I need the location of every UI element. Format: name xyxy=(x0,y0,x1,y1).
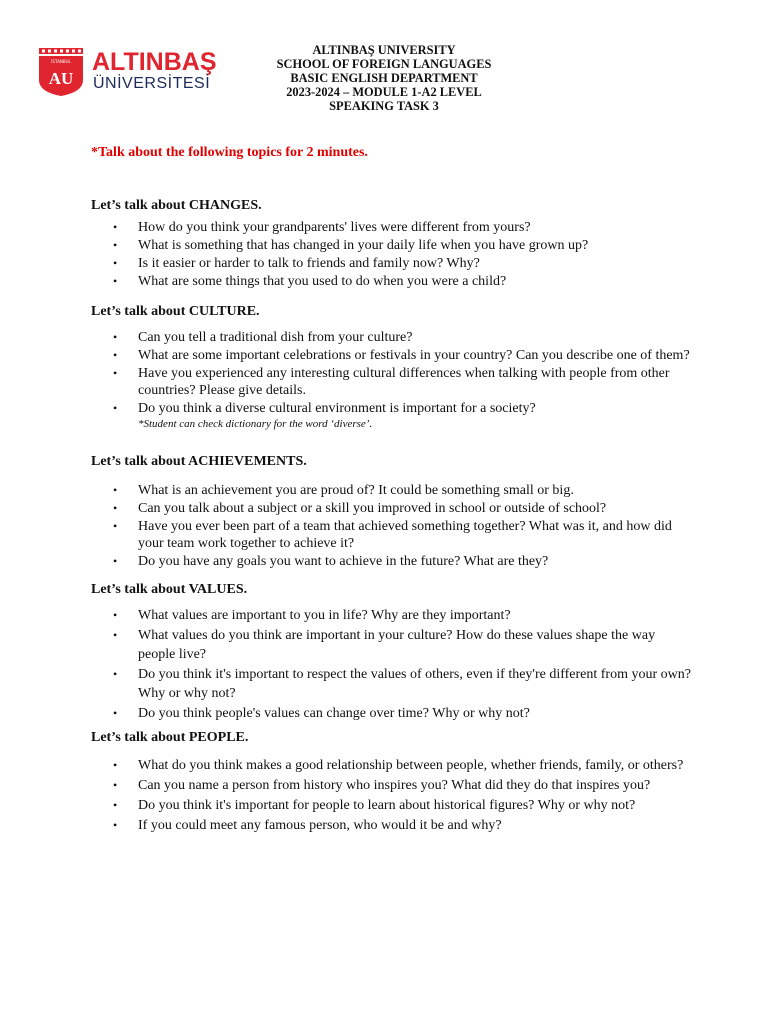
bullet-icon: • xyxy=(113,628,118,642)
bullet-icon: • xyxy=(113,220,118,234)
header-department: BASIC ENGLISH DEPARTMENT xyxy=(290,71,478,85)
section-heading: Let’s talk about VALUES. xyxy=(91,582,248,597)
document-header xyxy=(258,43,510,113)
bullet-icon: • xyxy=(113,401,118,415)
list-item: • What values are important to you in life? Why are they important? xyxy=(113,608,511,623)
question-list xyxy=(91,329,691,417)
svg-text:İSTANBUL: İSTANBUL xyxy=(51,59,71,64)
question-list xyxy=(91,219,691,290)
list-item: • Do you think people's values can change over time? Why or why not? xyxy=(113,706,530,721)
question-list xyxy=(91,606,691,723)
list-item: • Do you think it's important to respect the values of others, even if they're different from your own? Why or why not? xyxy=(113,667,691,701)
list-item: • Do you think a diverse cultural environment is important for a society? xyxy=(113,401,536,416)
bullet-icon: • xyxy=(113,778,118,792)
section-achievements xyxy=(91,454,691,571)
question-list xyxy=(91,756,691,835)
list-item: • Have you ever been part of a team that achieved something together? What was it, and how did your team work together to achieve it? xyxy=(113,519,672,551)
bullet-icon: • xyxy=(113,608,118,622)
university-logo xyxy=(36,46,256,98)
section-heading: Let’s talk about PEOPLE. xyxy=(91,730,249,745)
bullet-icon: • xyxy=(113,366,118,380)
svg-text:ALTINBAŞ: ALTINBAŞ xyxy=(92,48,217,76)
bullet-icon: • xyxy=(113,501,118,515)
section-changes xyxy=(91,198,691,291)
question-list xyxy=(91,482,691,570)
list-item: • What is something that has changed in your daily life when you have grown up? xyxy=(113,238,589,253)
bullet-icon: • xyxy=(113,256,118,270)
svg-text:ÜNİVERSİTESİ: ÜNİVERSİTESİ xyxy=(93,75,211,92)
bullet-icon: • xyxy=(113,238,118,252)
list-item: • Have you experienced any interesting cultural differences when talking with people from other countries? Please give details. xyxy=(113,366,670,398)
header-school: SCHOOL OF FOREIGN LANGUAGES xyxy=(276,57,492,71)
bullet-icon: • xyxy=(113,274,118,288)
list-item: • Do you have any goals you want to achieve in the future? What are they? xyxy=(113,554,549,569)
bullet-icon: • xyxy=(113,519,118,533)
section-values xyxy=(91,582,691,724)
list-item: • What do you think makes a good relationship between people, whether friends, family, or others? xyxy=(113,758,684,773)
bullet-icon: • xyxy=(113,798,118,812)
section-heading: Let’s talk about CHANGES. xyxy=(91,198,262,213)
list-item: • What values do you think are important in your culture? How do these values shape the way people live? xyxy=(113,628,656,662)
list-item: • Can you name a person from history who inspires you? What did they do that inspires you? xyxy=(113,778,651,793)
bullet-icon: • xyxy=(113,330,118,344)
section-people xyxy=(91,730,691,836)
bullet-icon: • xyxy=(113,818,118,832)
bullet-icon: • xyxy=(113,483,118,497)
section-heading: Let’s talk about ACHIEVEMENTS. xyxy=(91,454,307,469)
list-item: • Is it easier or harder to talk to friends and family now? Why? xyxy=(113,256,480,271)
header-task: SPEAKING TASK 3 xyxy=(329,99,439,113)
list-item: • What are some things that you used to do when you were a child? xyxy=(113,274,507,289)
list-item: • How do you think your grandparents' lives were different from yours? xyxy=(113,220,531,235)
list-item: • Can you tell a traditional dish from your culture? xyxy=(113,330,413,345)
bullet-icon: • xyxy=(113,758,118,772)
list-item: • Do you think it's important for people to learn about historical figures? Why or why not? xyxy=(113,798,636,813)
list-item: • What are some important celebrations or festivals in your country? Can you describe one of them? xyxy=(113,348,690,363)
header-university: ALTINBAŞ UNIVERSITY xyxy=(312,43,456,57)
section-culture xyxy=(91,304,691,431)
dictionary-note: *Student can check dictionary for the word ‘diverse’. xyxy=(138,418,373,430)
list-item: • What is an achievement you are proud of? It could be something small or big. xyxy=(113,483,574,498)
bullet-icon: • xyxy=(113,554,118,568)
bullet-icon: • xyxy=(113,667,118,681)
bullet-icon: • xyxy=(113,706,118,720)
svg-text:AU: AU xyxy=(48,69,74,88)
task-instruction: *Talk about the following topics for 2 minutes. xyxy=(91,145,368,160)
header-module: 2023-2024 – MODULE 1-A2 LEVEL xyxy=(286,85,482,99)
list-item: • If you could meet any famous person, who would it be and why? xyxy=(113,818,502,833)
section-heading: Let’s talk about CULTURE. xyxy=(91,304,260,319)
list-item: • Can you talk about a subject or a skill you improved in school or outside of school? xyxy=(113,501,607,516)
bullet-icon: • xyxy=(113,348,118,362)
